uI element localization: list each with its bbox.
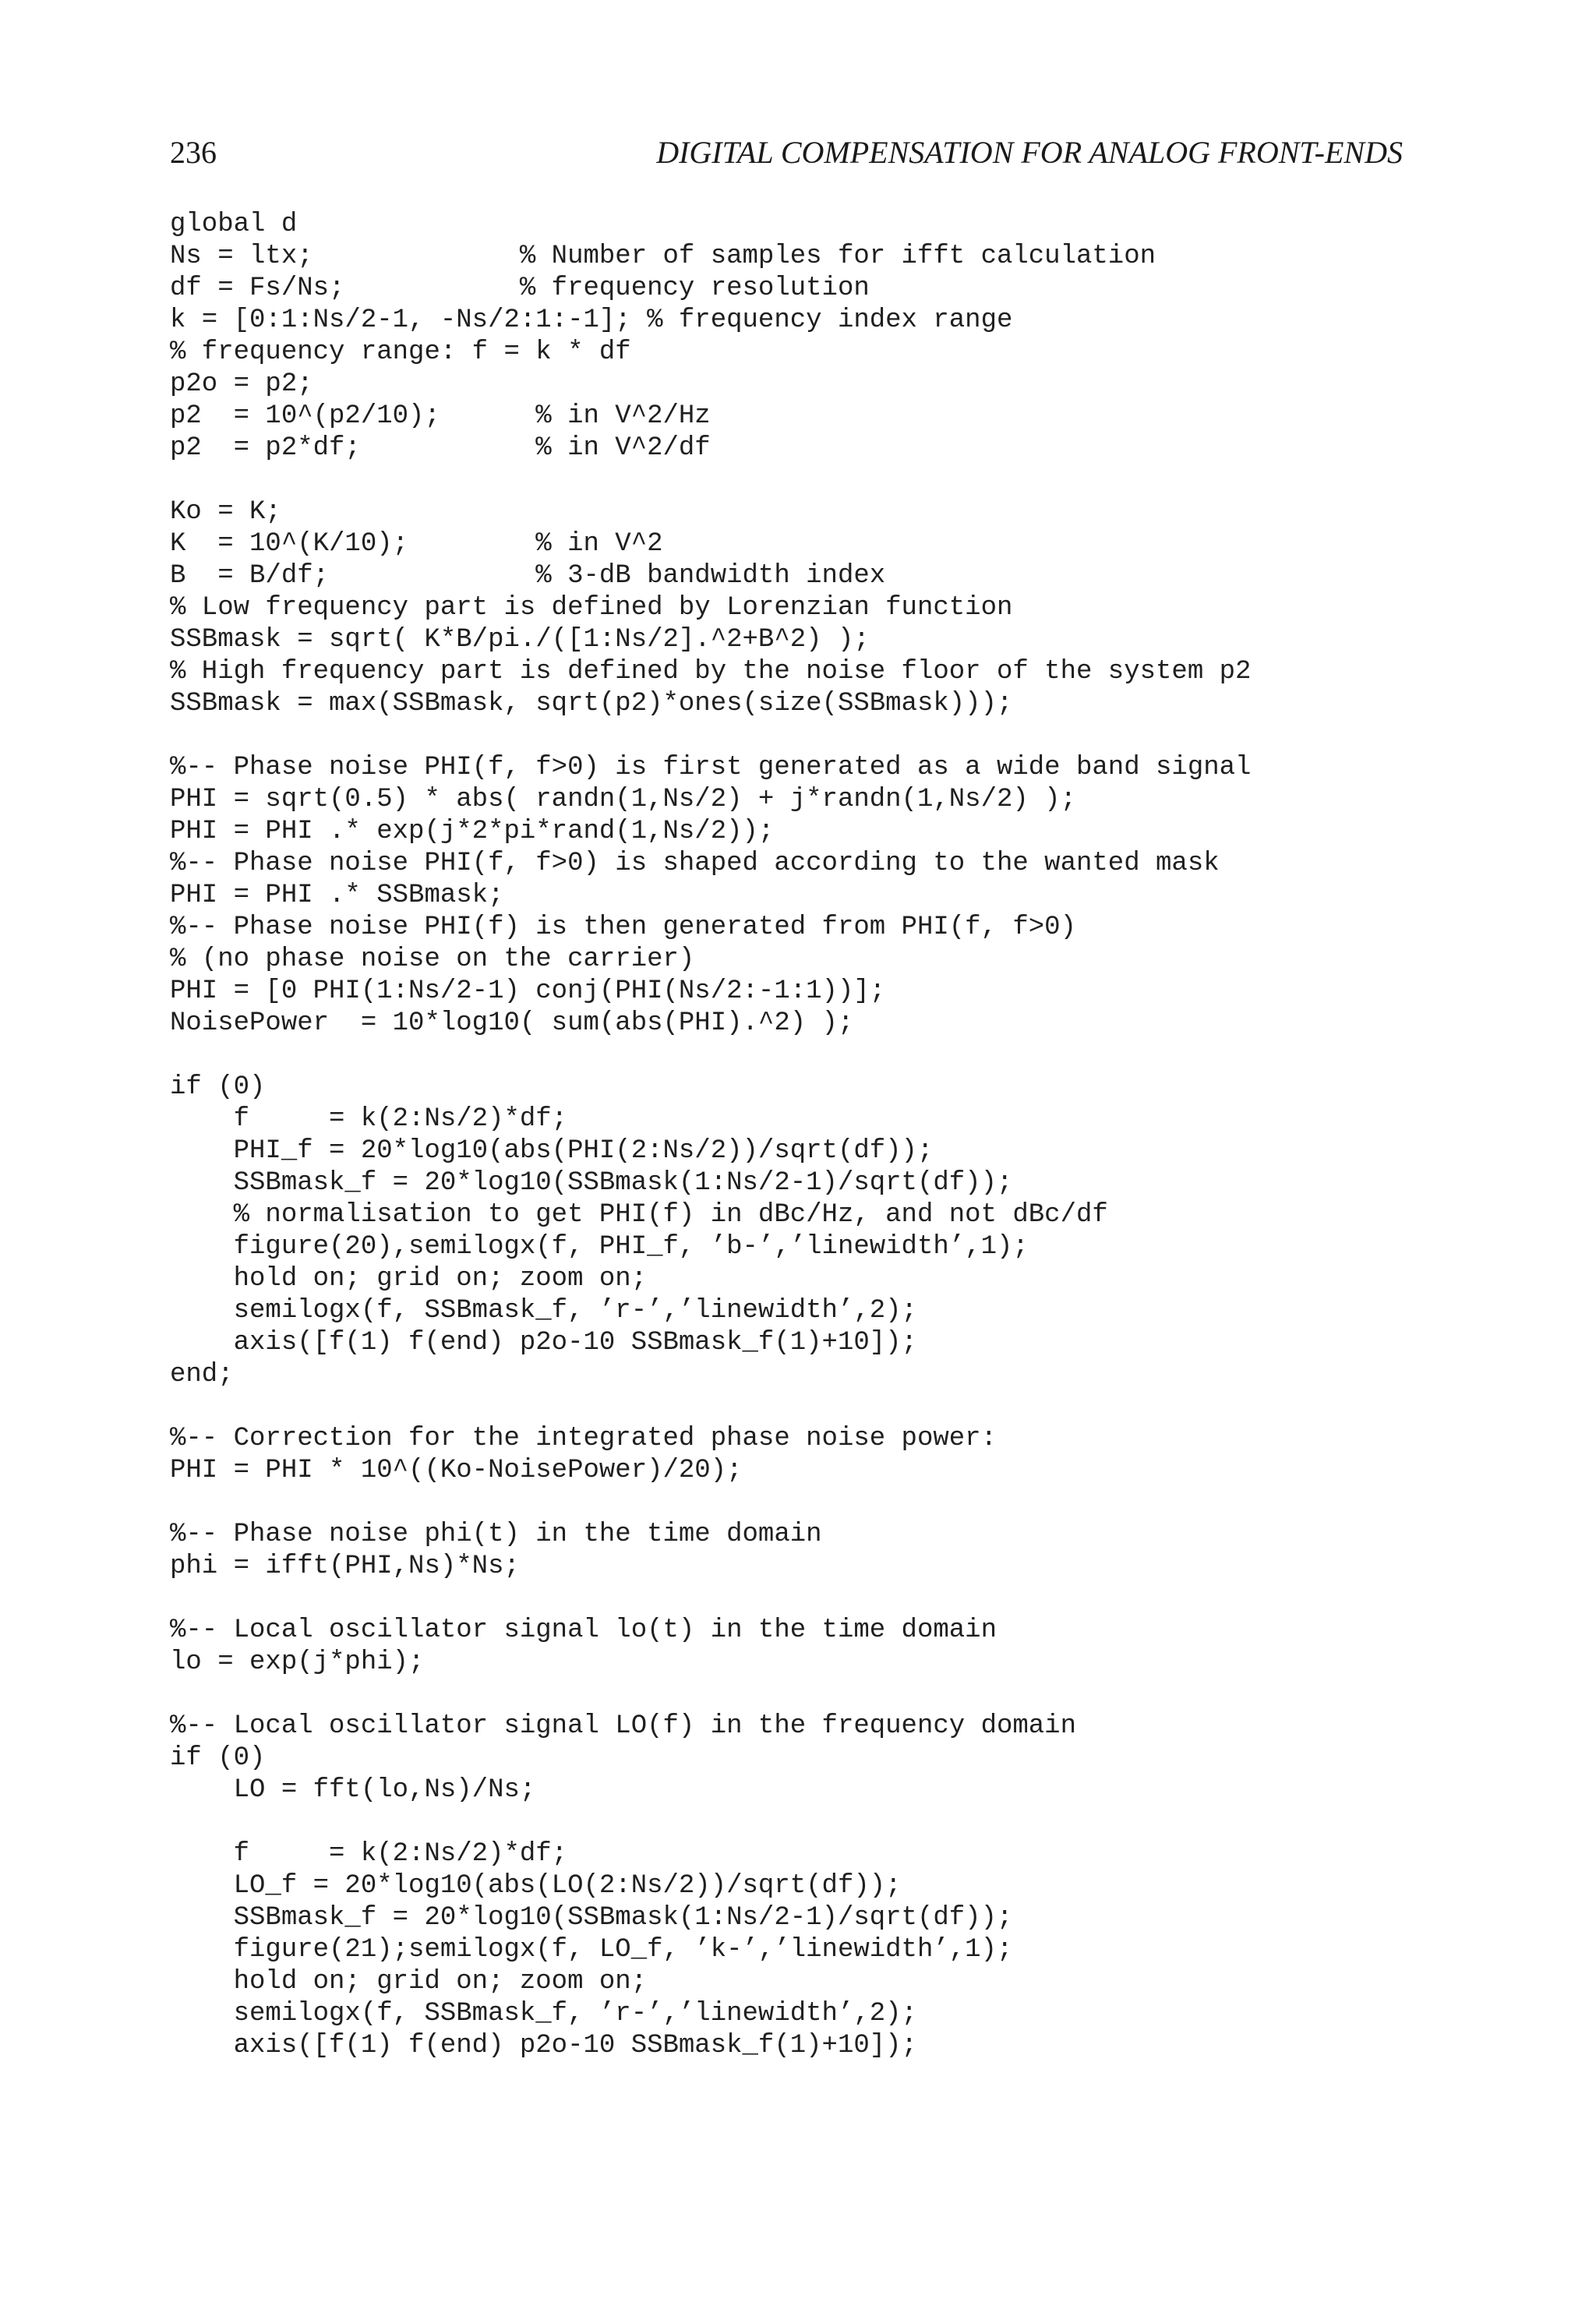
code-line: if (0) [170, 1072, 266, 1102]
code-line [170, 464, 1448, 496]
matlab-code-listing [170, 209, 1448, 2062]
code-line: global d [170, 210, 298, 239]
code-line: semilogx(f, SSBmask_f, ’r-’,’linewidth’,2); [170, 1999, 917, 2029]
code-line: p2o = p2; [170, 369, 313, 399]
code-line: end; [170, 1360, 234, 1390]
code-line: SSBmask_f = 20*log10(SSBmask(1:Ns/2-1)/sqrt(df)); [170, 1168, 1013, 1198]
code-line: k = [0:1:Ns/2-1, -Ns/2:1:-1]; % frequency index range [170, 305, 1013, 335]
code-line: Ko = K; [170, 497, 281, 527]
code-line [170, 720, 1448, 752]
code-line: Ns = ltx; % Number of samples for ifft calculation [170, 242, 1156, 271]
code-line: hold on; grid on; zoom on; [170, 1967, 648, 1997]
code-line: f = k(2:Ns/2)*df; [170, 1104, 568, 1134]
code-line: B = B/df; % 3-dB bandwidth index [170, 561, 886, 591]
code-line: LO = fft(lo,Ns)/Ns; [170, 1775, 536, 1805]
code-line: PHI = PHI * 10^((Ko-NoisePower)/20); [170, 1456, 743, 1485]
code-line: NoisePower = 10*log10( sum(abs(PHI).^2) ); [170, 1008, 854, 1038]
code-line: figure(21);semilogx(f, LO_f, ’k-’,’linewidth’,1); [170, 1935, 1013, 1965]
code-line: SSBmask = max(SSBmask, sqrt(p2)*ones(size(SSBmask))); [170, 689, 1013, 719]
code-line: lo = exp(j*phi); [170, 1647, 425, 1677]
code-line: % normalisation to get PHI(f) in dBc/Hz, and not dBc/df [170, 1200, 1108, 1230]
code-line: PHI = sqrt(0.5) * abs( randn(1,Ns/2) + j*randn(1,Ns/2) ); [170, 785, 1076, 814]
code-line: figure(20),semilogx(f, PHI_f, ’b-’,’linewidth’,1); [170, 1232, 1029, 1262]
code-line: % Low frequency part is defined by Lorenzian function [170, 593, 1013, 623]
code-line: p2 = p2*df; % in V^2/df [170, 433, 711, 463]
code-line: %-- Phase noise phi(t) in the time domain [170, 1520, 822, 1549]
code-line: PHI = [0 PHI(1:Ns/2-1) conj(PHI(Ns/2:-1:1))]; [170, 976, 886, 1006]
code-line: PHI = PHI .* SSBmask; [170, 881, 504, 910]
code-line: axis([f(1) f(end) p2o-10 SSBmask_f(1)+10]); [170, 2031, 917, 2060]
code-line: SSBmask_f = 20*log10(SSBmask(1:Ns/2-1)/sqrt(df)); [170, 1903, 1013, 1933]
code-line: PHI_f = 20*log10(abs(PHI(2:Ns/2))/sqrt(df)); [170, 1136, 934, 1166]
page-number: 236 [170, 135, 217, 170]
running-title: DIGITAL COMPENSATION FOR ANALOG FRONT-ENDS [656, 135, 1403, 170]
code-line [170, 1391, 1448, 1423]
code-line: p2 = 10^(p2/10); % in V^2/Hz [170, 401, 711, 431]
code-line: K = 10^(K/10); % in V^2 [170, 529, 663, 559]
code-line: hold on; grid on; zoom on; [170, 1264, 648, 1294]
code-line: PHI = PHI .* exp(j*2*pi*rand(1,Ns/2)); [170, 817, 775, 846]
code-line: if (0) [170, 1743, 266, 1773]
code-line: f = k(2:Ns/2)*df; [170, 1839, 568, 1869]
code-line: %-- Phase noise PHI(f, f>0) is first generated as a wide band signal [170, 753, 1252, 782]
code-line: %-- Correction for the integrated phase noise power: [170, 1424, 997, 1453]
code-line: % High frequency part is defined by the noise floor of the system p2 [170, 657, 1252, 687]
code-line: %-- Phase noise PHI(f, f>0) is shaped according to the wanted mask [170, 849, 1220, 878]
code-line [170, 1487, 1448, 1519]
running-head [170, 132, 1403, 173]
code-line: % (no phase noise on the carrier) [170, 945, 695, 974]
code-line: %-- Phase noise PHI(f) is then generated from PHI(f, f>0) [170, 913, 1076, 942]
code-line: %-- Local oscillator signal LO(f) in the frequency domain [170, 1711, 1076, 1741]
code-line: phi = ifft(PHI,Ns)*Ns; [170, 1552, 520, 1581]
code-line [170, 1583, 1448, 1615]
code-line: % frequency range: f = k * df [170, 337, 631, 367]
code-line [170, 1040, 1448, 1072]
code-line: SSBmask = sqrt( K*B/pi./([1:Ns/2].^2+B^2) ); [170, 625, 870, 655]
code-line: LO_f = 20*log10(abs(LO(2:Ns/2))/sqrt(df)); [170, 1871, 902, 1901]
code-line [170, 1806, 1448, 1838]
code-line: axis([f(1) f(end) p2o-10 SSBmask_f(1)+10]); [170, 1328, 917, 1358]
code-line: %-- Local oscillator signal lo(t) in the time domain [170, 1616, 997, 1645]
code-line [170, 1679, 1448, 1711]
code-line: df = Fs/Ns; % frequency resolution [170, 274, 870, 303]
code-line: semilogx(f, SSBmask_f, ’r-’,’linewidth’,2); [170, 1296, 917, 1326]
